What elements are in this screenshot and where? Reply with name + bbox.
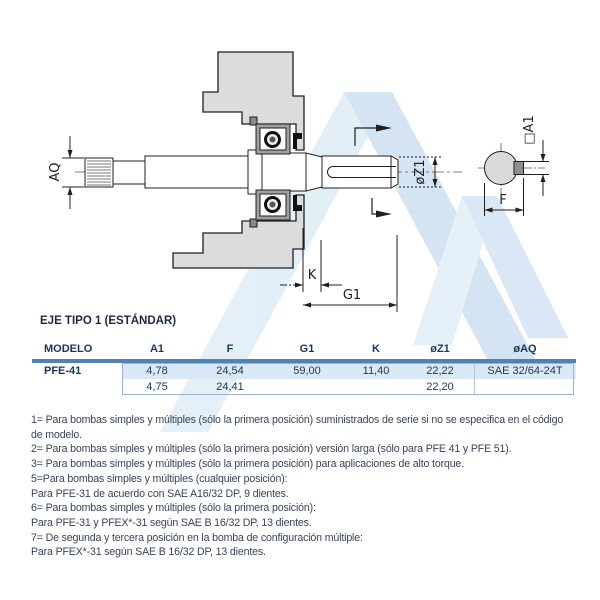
note-line: 2= Para bombas simples y múltiples (sólo la primera posición) versión larga (sólo para PFE 41 y PFE 51). [31, 443, 512, 456]
label-k: K [307, 268, 317, 283]
column-header-g1: G1 [299, 343, 315, 355]
note-line: Para PFEX*-31 según SAE B 16/32 DP, 13 dientes. [31, 546, 266, 559]
value-cell: 24,41 [216, 381, 244, 393]
note-line: 5=Para bombas simples y múltiples (cualquier posición): [31, 472, 288, 485]
column-header-z1: øZ1 [430, 343, 450, 355]
model-cell: PFE-41 [44, 365, 82, 377]
value-cell: 4,78 [122, 363, 192, 379]
label-aq: AQ [48, 162, 63, 182]
column-header-k: K [372, 343, 380, 355]
value-cell: 24,54 [192, 363, 268, 379]
value-cell: 22,22 [406, 363, 474, 379]
shaft-section-circle [485, 152, 518, 185]
value-cell: 59,00 [268, 363, 346, 379]
column-header-f: F [226, 343, 234, 355]
column-header-modelo: MODELO [44, 343, 93, 355]
note-line: Para PFE-31 de acuerdo con SAE A16/32 DP, 9 dientes. [31, 487, 289, 500]
note-line: 3= Para bombas simples y múltiples (sólo la primera posición) para aplicaciones de alto torque. [31, 458, 464, 471]
note-line: de modelo. [31, 428, 82, 441]
dimension-aq [48, 136, 84, 209]
note-line: 7= De segunda y tercera posición en la bomba de configuración múltiple: [31, 531, 363, 544]
value-cell [268, 379, 346, 395]
note-line: 6= Para bombas simples y múltiples (sólo la primera posición): [31, 502, 316, 515]
value-cell [474, 379, 576, 395]
model-cell [32, 379, 122, 395]
note-line: 1= Para bombas simples y múltiples (sólo la primera posición) suministrados de serie si no se especifica en el código [31, 414, 564, 426]
table-column-separator [474, 363, 475, 395]
table-header-row [32, 340, 576, 358]
table-row [32, 363, 576, 379]
label-z1: øZ1 [413, 159, 428, 185]
table-row [32, 379, 576, 395]
section-heading: EJE TIPO 1 (ESTÁNDAR) [40, 315, 177, 327]
label-g1: G1 [342, 288, 362, 303]
shaft-body [85, 150, 398, 194]
label-f: F [499, 193, 507, 208]
column-header-aq: øAQ [513, 343, 537, 355]
value-cell: 11,40 [346, 363, 406, 379]
dimension-g1 [303, 235, 397, 312]
value-cell: 4,75 [146, 381, 168, 393]
footnotes [31, 413, 591, 560]
value-cell [346, 379, 406, 395]
dimensions-table [32, 340, 576, 395]
key-section [514, 162, 524, 175]
column-header-a1: A1 [149, 343, 165, 355]
label-a1: □A1 [522, 115, 537, 145]
note-line: Para PFE-31 y PFEX*-31 según SAE B 16/32 DP, 13 dientes. [31, 516, 312, 529]
value-cell: 22,20 [426, 381, 454, 393]
value-cell: SAE 32/64-24T [474, 363, 576, 379]
